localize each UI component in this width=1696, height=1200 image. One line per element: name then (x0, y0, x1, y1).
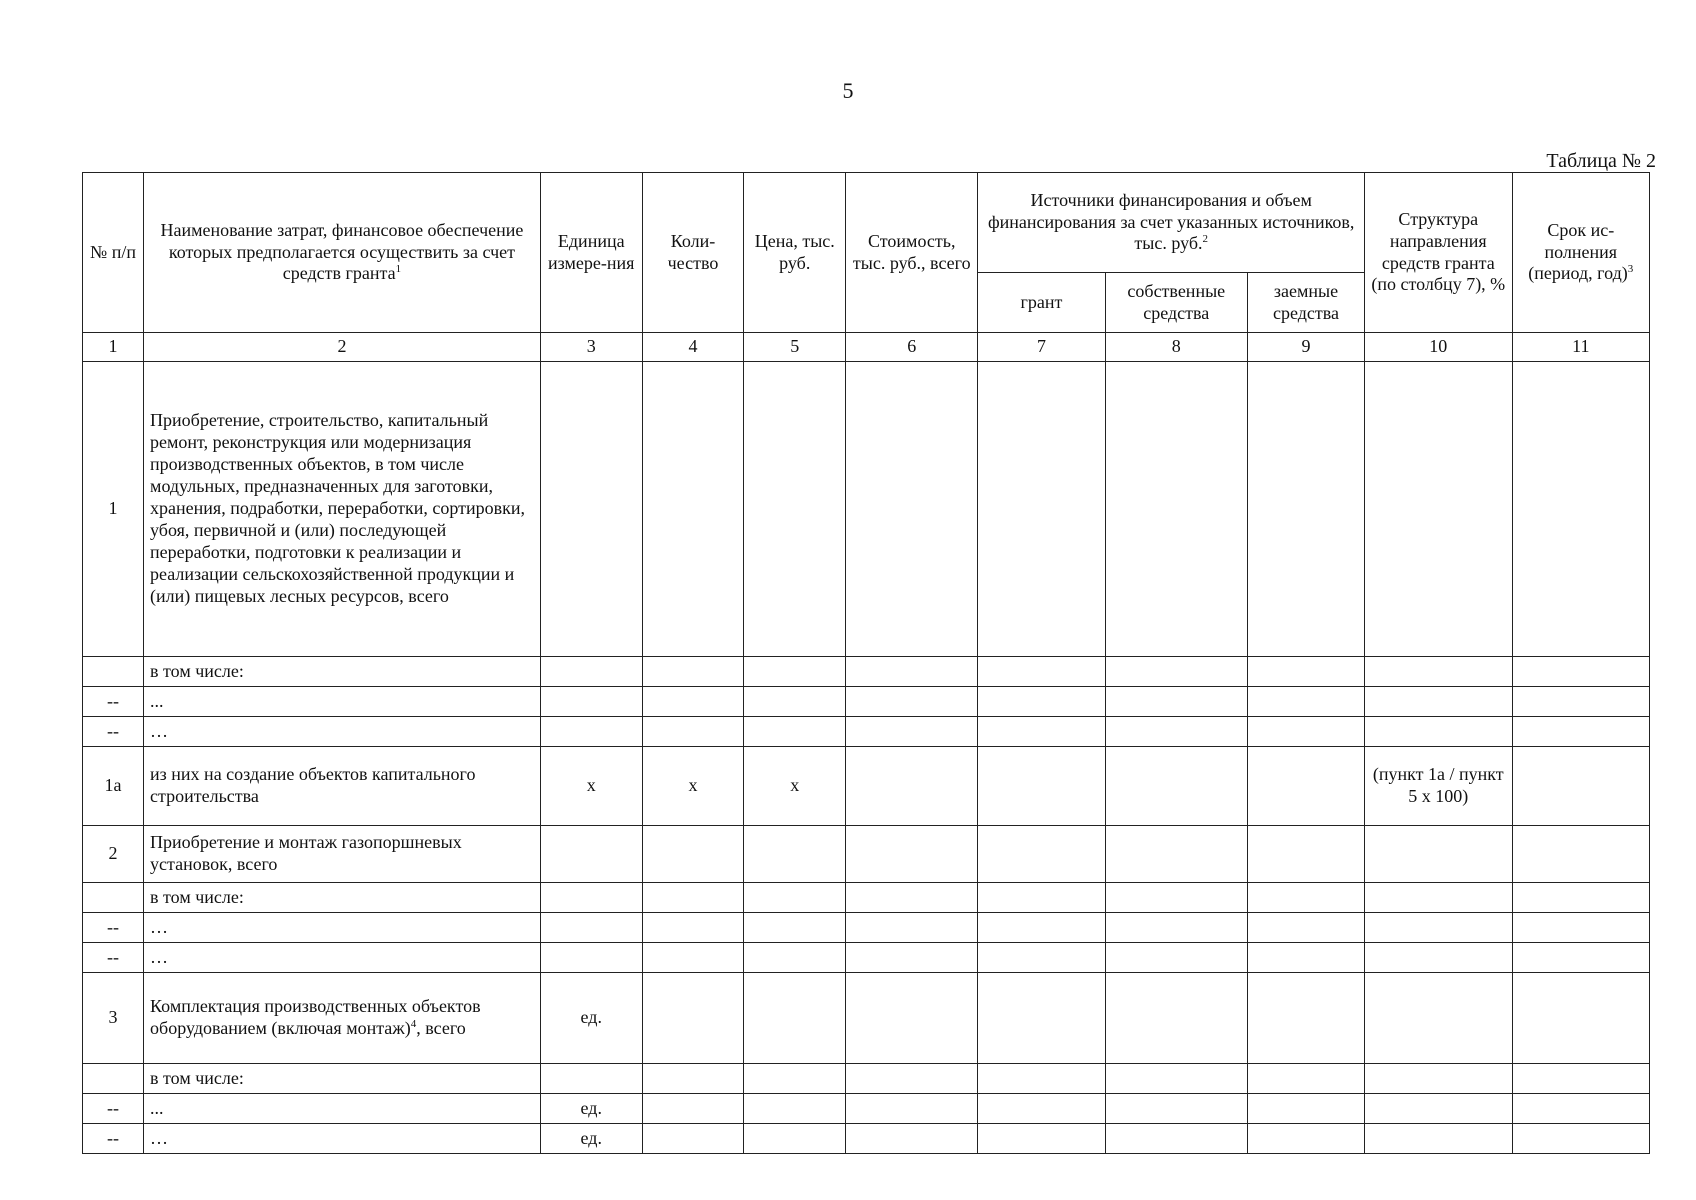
header-cost-total: Стоимость, тыс. руб., всего (846, 173, 978, 333)
row-number: -- (83, 1094, 144, 1124)
header-quantity: Коли-чество (642, 173, 744, 333)
column-number-row (83, 333, 1650, 362)
row-number: 3 (83, 973, 144, 1064)
table-row (83, 717, 1650, 747)
header-grant: грант (978, 273, 1105, 333)
column-number: 4 (642, 333, 744, 362)
header-funding-sources: Источники финансирования и объем финансирования за счет указанных источников, тыс. руб.$^2$ (978, 173, 1365, 273)
row-name: … (144, 943, 541, 973)
column-number: 1 (83, 333, 144, 362)
row-name: … (144, 717, 541, 747)
row-number: -- (83, 943, 144, 973)
header-own-funds: собственные средства (1105, 273, 1247, 333)
table-row (83, 1094, 1650, 1124)
column-number: 9 (1248, 333, 1365, 362)
row-number: 1 (83, 362, 144, 657)
row-unit: ед. (540, 1124, 642, 1154)
row-name: Приобретение и монтаж газопоршневых установок, всего (144, 826, 541, 883)
row-number: -- (83, 913, 144, 943)
table-row (83, 973, 1650, 1064)
header-price: Цена, тыс. руб. (744, 173, 846, 333)
column-number: 5 (744, 333, 846, 362)
row-name: из них на создание объектов капитального строительства (144, 747, 541, 826)
row-unit: х (540, 747, 642, 826)
column-number: 8 (1105, 333, 1247, 362)
row-number: -- (83, 717, 144, 747)
table-row (83, 943, 1650, 973)
column-number: 10 (1365, 333, 1513, 362)
row-number: 2 (83, 826, 144, 883)
column-number: 2 (144, 333, 541, 362)
row-name: в том числе: (144, 883, 541, 913)
column-number: 11 (1512, 333, 1649, 362)
row-name: Комплектация производственных объектов оборудованием (включая монтаж)$^4$, всего (144, 973, 541, 1064)
row-price: х (744, 747, 846, 826)
column-number: 3 (540, 333, 642, 362)
table-row (83, 687, 1650, 717)
row-number (83, 1064, 144, 1094)
table-row (83, 883, 1650, 913)
row-name: … (144, 913, 541, 943)
column-number: 7 (978, 333, 1105, 362)
table-row (83, 1124, 1650, 1154)
row-name: Приобретение, строительство, капитальный ремонт, реконструкция или модернизация производственных объектов, в том числе модульных, предназначенных для заготовки, хранения, подработки, переработки, сортировки, убоя, первичной и (или) последующей переработки, подготовки к реализации и реализации сельскохозяйственной продукции и (или) пищевых лесных ресурсов, всего (144, 362, 541, 657)
row-unit: ед. (540, 973, 642, 1064)
row-name: ... (144, 687, 541, 717)
row-quantity: х (642, 747, 744, 826)
table-row (83, 913, 1650, 943)
table-row (83, 362, 1650, 657)
cost-table (82, 172, 1650, 1154)
row-name: в том числе: (144, 1064, 541, 1094)
header-number: № п/п (83, 173, 144, 333)
table-caption: Таблица № 2 (1546, 150, 1656, 172)
header-deadline: Срок ис-полнения (период, год)$^3$ (1512, 173, 1649, 333)
row-name: ... (144, 1094, 541, 1124)
row-number (83, 883, 144, 913)
header-borrowed-funds: заемные средства (1248, 273, 1365, 333)
table-row (83, 1064, 1650, 1094)
table-row (83, 826, 1650, 883)
column-number: 6 (846, 333, 978, 362)
row-name: … (144, 1124, 541, 1154)
row-unit: ед. (540, 1094, 642, 1124)
row-structure: (пункт 1а / пункт 5 х 100) (1365, 747, 1513, 826)
table-row (83, 657, 1650, 687)
header-structure: Структура направления средств гранта (по столбцу 7), % (1365, 173, 1513, 333)
table-row (83, 747, 1650, 826)
header-cost-name: Наименование затрат, финансовое обеспечение которых предполагается осуществить за счет средств гранта$^1$ (144, 173, 541, 333)
row-number: 1а (83, 747, 144, 826)
page-number: 5 (842, 78, 854, 103)
row-number (83, 657, 144, 687)
row-number: -- (83, 687, 144, 717)
row-number: -- (83, 1124, 144, 1154)
header-unit: Единица измере-ния (540, 173, 642, 333)
row-name: в том числе: (144, 657, 541, 687)
